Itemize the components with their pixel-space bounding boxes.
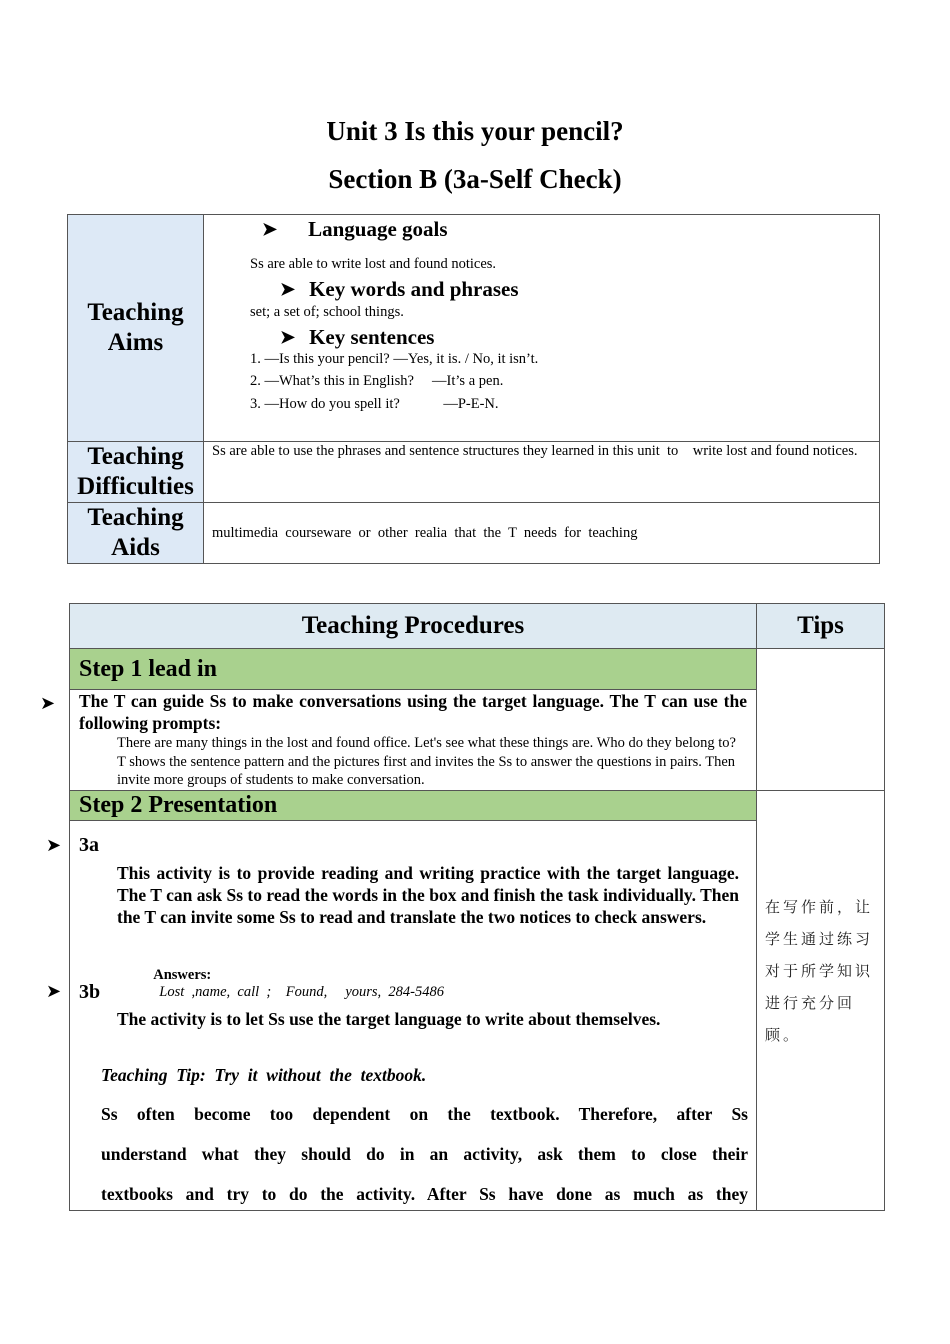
teaching-aims-label: Teaching Aims	[68, 215, 204, 442]
teaching-aims-table	[67, 214, 880, 564]
teaching-difficulties-text: Ss are able to use the phrases and sentence structures they learned in this unit to write lost and found notices.	[212, 443, 858, 459]
key-sentences-heading: ➤ Key sentences	[280, 325, 435, 349]
page-title: Unit 3 Is this your pencil?	[326, 116, 624, 146]
step-2-title: Step 2 Presentation	[70, 790, 757, 820]
procedures-header: Teaching Procedures	[70, 604, 757, 649]
step-2-tips-cell	[757, 790, 885, 1210]
key-words-text: set; a set of; school things.	[250, 304, 404, 320]
key-sentence: 2. —What’s this in English? —It’s a pen.	[250, 373, 504, 389]
teaching-procedures-table	[40, 603, 885, 1211]
arrowhead-bullet-icon: ➤	[46, 834, 62, 855]
activity-3b-text: The activity is to let Ss use the target language to write about themselves.	[117, 1008, 661, 1029]
teaching-aids-label: Teaching Aids	[68, 503, 204, 564]
teaching-tip-line: Ss often become too dependent on the textbook. Therefore, after Ss	[101, 1103, 748, 1124]
answers-text: Lost ,name, call ; Found, yours, 284-5486	[159, 983, 444, 1000]
language-goals-heading: ➤ Language goals	[262, 217, 448, 241]
activity-3a-text: This activity is to provide reading and writing practice with the target language. The T can ask Ss to read the words in the box and finish the task individually. Then the T can invite some Ss to read and translate the two notices to check answers.	[117, 862, 739, 927]
teaching-aids-cell	[204, 503, 880, 564]
step-1-intro: The T can guide Ss to make conversations using the target language. The T can use the following prompts:	[79, 691, 747, 733]
activity-3a-label: 3a	[79, 833, 99, 856]
step-2-tip-chinese: 在写作前，让学生通过练习对于所学知识进行充分回顾。	[765, 897, 874, 1044]
page-subtitle: Section B (3a-Self Check)	[328, 164, 622, 194]
answers-label: Answers:	[153, 966, 212, 983]
teaching-aids-text: multimedia courseware or other realia that the T needs for teaching	[212, 525, 638, 541]
teaching-tip-title: Teaching Tip: Try it without the textbook.	[101, 1064, 427, 1085]
arrowhead-bullet-icon: ➤	[262, 219, 278, 239]
step-1-title: Step 1 lead in	[70, 649, 757, 690]
key-sentence: 1. —Is this your pencil? —Yes, it is. / No, it isn’t.	[250, 351, 539, 367]
arrowhead-bullet-icon: ➤	[40, 693, 56, 713]
step-2-content	[46, 820, 757, 1210]
teaching-aims-cell	[204, 215, 880, 442]
arrowhead-bullet-icon: ➤	[46, 980, 62, 1001]
tips-header: Tips	[757, 604, 885, 649]
teaching-difficulties-cell	[204, 442, 880, 503]
activity-3b-label: 3b	[79, 980, 101, 1003]
arrowhead-bullet-icon: ➤	[280, 279, 296, 299]
teaching-tip-line: understand what they should do in an activity, ask them to close their	[101, 1143, 748, 1164]
teaching-tip-line: textbooks and try to do the activity. After Ss have done as much as they	[101, 1183, 748, 1204]
key-sentence: 3. —How do you spell it? —P-E-N.	[250, 396, 499, 412]
teaching-difficulties-label: Teaching Difficulties	[68, 442, 204, 503]
language-goals-text: Ss are able to write lost and found notices.	[250, 256, 497, 272]
step-1-content	[40, 690, 757, 791]
arrowhead-bullet-icon: ➤	[280, 327, 296, 347]
key-words-heading: ➤ Key words and phrases	[280, 277, 519, 301]
step-1-tips-cell	[757, 649, 885, 791]
step-1-prompt: There are many things in the lost and found office. Let's see what these things are. Who do they belong to? T shows the sentence pattern and the pictures first and invites the Ss to answer the questions in pairs. Then invite more groups of students to make conversation.	[117, 735, 736, 788]
